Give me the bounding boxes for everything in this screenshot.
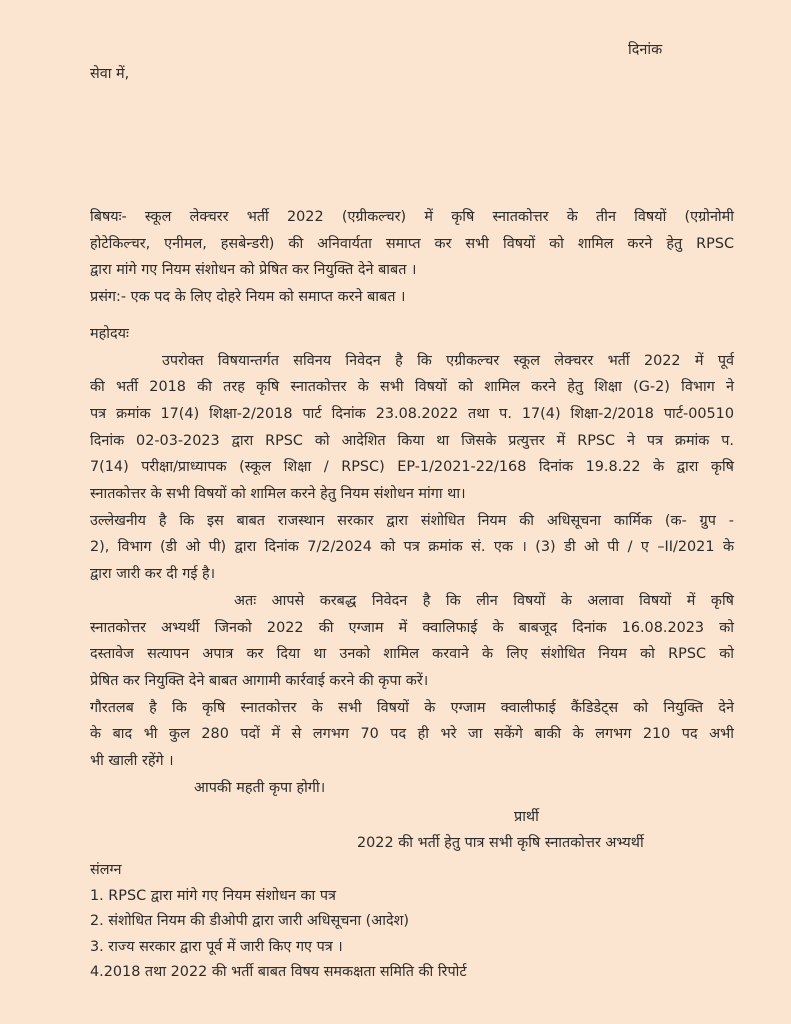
paragraph-line: द्वारा जारी कर दी गई है। bbox=[90, 566, 216, 583]
paragraph-line: भी खाली रहेंगे । bbox=[90, 753, 174, 770]
paragraph-2 bbox=[90, 508, 734, 588]
paragraph-line: के बाद भी कुल 280 पदों में से लगभग 70 पद ही भरे जा सकेंगे बाकी के लगभग 210 पद अभी bbox=[90, 726, 734, 743]
paragraph-line: दिनांक 02-03-2023 द्वारा RPSC को आदेशित किया था जिसके प्रत्युत्तर में RPSC ने पत्र क्रमांक प. bbox=[90, 432, 734, 449]
paragraph-1 bbox=[90, 348, 734, 508]
attachment-item: 2. संशोधित नियम की डीओपी द्वारा जारी अधिसूचना (आदेश) bbox=[90, 913, 409, 929]
paragraph-line: अतः आपसे करबद्ध निवेदन है कि लीन विषयों के अलावा विषयों में कृषि bbox=[234, 592, 734, 609]
subject-line: द्वारा मांगे गए नियम संशोधन को प्रेषित कर नियुक्ति देने बाबत । bbox=[90, 262, 417, 279]
paragraph-line: स्नातकोत्तर अभ्यर्थी जिनको 2022 की एग्जाम में क्वालिफाई के बाबजूद दिनांक 16.08.2023 को bbox=[90, 619, 734, 636]
applicant-name: 2022 की भर्ती हेतु पात्र सभी कृषि स्नातकोत्तर अभ्यर्थी bbox=[357, 835, 644, 851]
paragraph-line: उल्लेखनीय है कि इस बाबत राजस्थान सरकार द्वारा संशोधित नियम की अधिसूचना कार्मिक (क- ग्रुप - bbox=[90, 512, 734, 529]
greeting: महोदयः bbox=[90, 325, 129, 342]
paragraph-3 bbox=[90, 588, 734, 695]
paragraph-line: प्रेषित कर नियुक्ति देने बाबत आगामी कार्रवाई करने की कृपा करें। bbox=[90, 672, 429, 689]
letter-body bbox=[90, 204, 734, 801]
courtesy-line: आपकी महती कृपा होगी। bbox=[194, 779, 326, 796]
subject-line: होटेकिल्चर, एनीमल, हसबेन्डरी) की अनिवार्यता समाप्त कर सभी विषयों को शामिल करने हेतु RPSC bbox=[90, 235, 734, 252]
attachment-item: 3. राज्य सरकार द्वारा पूर्व में जारी किए गए पत्र । bbox=[90, 938, 343, 955]
date-label: दिनांक bbox=[628, 42, 663, 58]
paragraph-line: 2), विभाग (डी ओ पी) द्वारा दिनांक 7/2/2024 को पत्र क्रमांक सं. एक । (3) डी ओ पी / ए –II/2021 के bbox=[90, 539, 734, 556]
paragraph-line: दस्तावेज सत्यापन अपात्र कर दिया था उनको शामिल करवाने के लिए संशोधित नियम को RPSC को bbox=[90, 646, 734, 663]
paragraph-line: गौरतलब है कि कृषि स्नातकोत्तर के सभी विषयों के एग्जाम क्वालीफाई कैंडिडेट्स को नियुक्ति देने bbox=[90, 699, 734, 716]
paragraph-line: 7(14) परीक्षा/प्राध्यापक (स्कूल शिक्षा / RPSC) EP-1/2021-22/168 दिनांक 19.8.22 के द्वारा कृषि bbox=[90, 459, 734, 476]
subject bbox=[90, 204, 734, 284]
paragraph-line: उपरोक्त विषयान्तर्गत सविनय निवेदन है कि एग्रीकल्चर स्कूल लेक्चरर भर्ती 2022 में पूर्व bbox=[162, 352, 734, 369]
paragraph-line: स्नातकोत्तर के सभी विषयों को शामिल करने हेतु नियम संशोधन मांगा था। bbox=[90, 486, 466, 503]
salutation: सेवा में, bbox=[90, 66, 130, 82]
paragraph-line: की भर्ती 2018 की तरह कृषि स्नातकोत्तर के सभी विषयों को शामिल करने हेतु शिक्षा (G-2) विभाग ने bbox=[90, 379, 734, 396]
paragraph-4 bbox=[90, 695, 734, 775]
attachment-item: 4.2018 तथा 2022 की भर्ती बाबत विषय समकक्षता समिति की रिपोर्ट bbox=[90, 964, 467, 980]
applicant-label: प्रार्थी bbox=[514, 809, 539, 825]
reference-line: प्रसंग:- एक पद के लिए दोहरे नियम को समाप्त करने बाबत । bbox=[90, 289, 406, 306]
attachments-list bbox=[90, 858, 730, 986]
paragraph-line: पत्र क्रमांक 17(4) शिक्षा-2/2018 पार्ट दिनांक 23.08.2022 तथा प. 17(4) शिक्षा-2/2018 पार्ट-00510 bbox=[90, 405, 734, 422]
subject-line: बिषयः- स्कूल लेक्चरर भर्ती 2022 (एग्रीकल्चर) में कृषि स्नातकोत्तर के तीन विषयों (एग्रोनोमी bbox=[90, 209, 734, 225]
attachment-item: 1. RPSC द्वारा मांगे गए नियम संशोधन का पत्र bbox=[90, 887, 336, 904]
attachments-title: संलग्न bbox=[90, 862, 122, 878]
